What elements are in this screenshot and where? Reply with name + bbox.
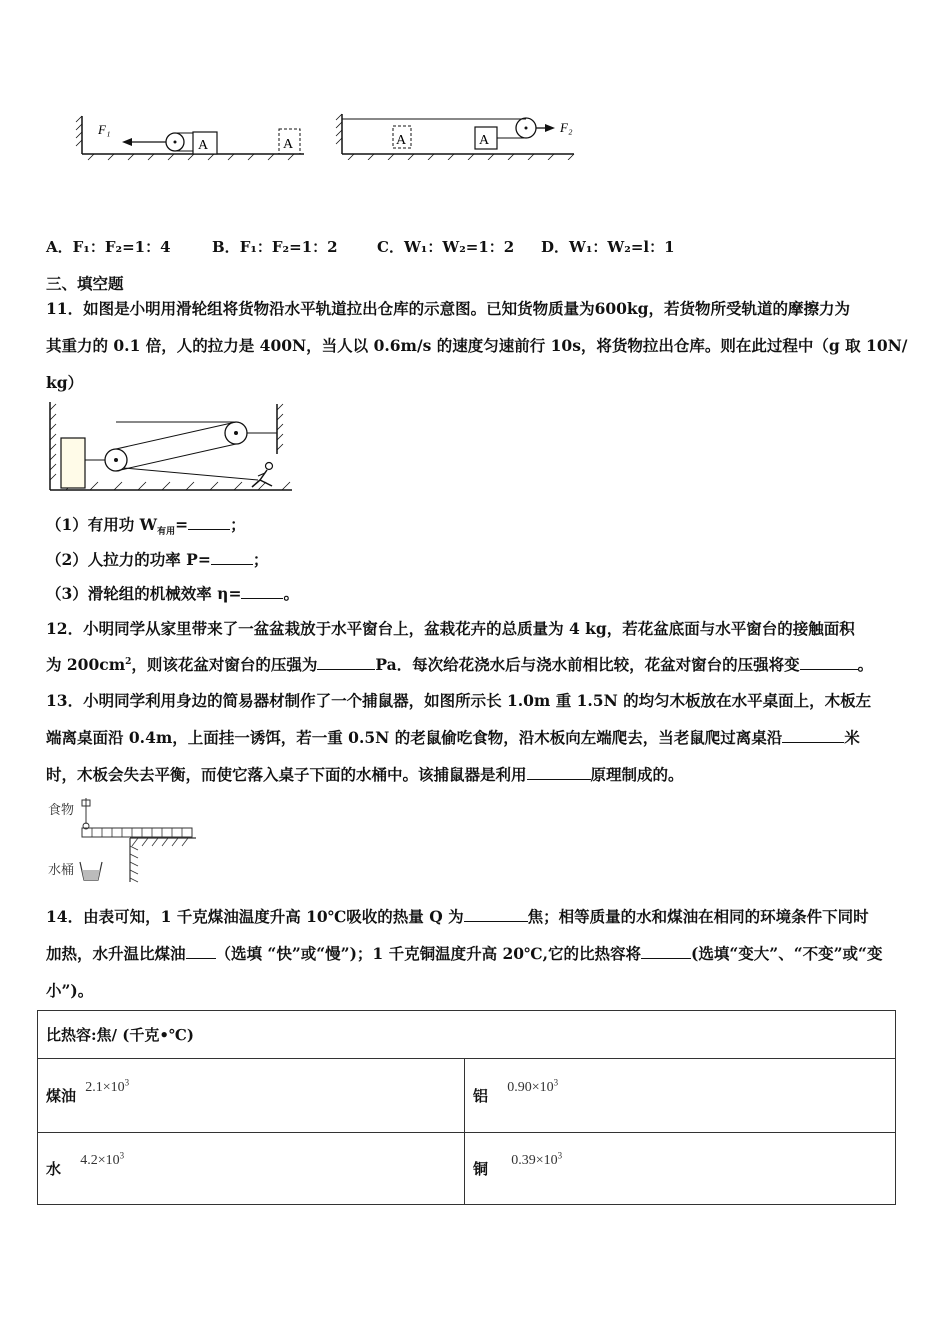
answer-blank[interactable] bbox=[464, 907, 528, 922]
q13-line1: 13．小明同学利用身边的简易器材制作了一个捕鼠器，如图所示长 1.0m 重 1.5N 的均匀木板放在水平桌面上，木板左 bbox=[46, 691, 872, 710]
figure-q10-right bbox=[334, 110, 584, 160]
answer-blank[interactable] bbox=[241, 584, 283, 599]
answer-blank[interactable] bbox=[188, 515, 230, 530]
block-a-label: A bbox=[198, 138, 209, 153]
block-a-dashed-label: A bbox=[283, 137, 294, 152]
option-d: D．W₁：W₂=l：1 bbox=[541, 238, 675, 256]
q12-line2: 为 $200cm^2$，则该花盆对窗台的压强为 Pa．每次给花浇水后与浇水前相比较，花盆对窗台的压强将变 。 bbox=[46, 655, 874, 674]
table-header: 比热容:焦/ (千克•℃) bbox=[38, 1011, 896, 1059]
table-cell: 水 $4.2\times 10^3$ bbox=[38, 1133, 465, 1205]
bucket-label: 水桶 bbox=[48, 863, 75, 878]
f1-label: F₁ bbox=[98, 122, 111, 137]
q14-line3: 小”)。 bbox=[46, 981, 94, 1000]
answer-blank[interactable] bbox=[211, 550, 253, 565]
figure-q11-pulley bbox=[46, 396, 298, 496]
section-title: 三、填空题 bbox=[46, 274, 124, 293]
answer-blank[interactable] bbox=[800, 655, 858, 670]
q14-line1: 14．由表可知，1 千克煤油温度升高 10℃吸收的热量 Q 为 焦；相等质量的水和煤油在相同的环境条件下同时 bbox=[46, 907, 869, 926]
f2-label: F₂ bbox=[560, 120, 573, 135]
table-cell: 铜 $0.39\times 10^3$ bbox=[465, 1133, 896, 1205]
table-row bbox=[38, 1059, 896, 1133]
figure-q13-trap bbox=[46, 790, 204, 884]
food-label: 食物 bbox=[48, 803, 75, 818]
table-cell: 煤油 $2.1\times 10^3$ bbox=[38, 1059, 465, 1133]
q11-sub1: （1）有用功 $W_{有用}=$ ； bbox=[46, 515, 246, 538]
block-a-label-right: A bbox=[479, 133, 490, 148]
q12-line1: 12．小明同学从家里带来了一盆盆栽放于水平窗台上，盆栽花卉的总质量为 4 kg，若花盆底面与水平窗台的接触面积 bbox=[46, 619, 855, 638]
option-b: B．F₁：F₂=1：2 bbox=[212, 238, 338, 256]
q13-line3: 时，木板会失去平衡，而使它落入桌子下面的水桶中。该捕鼠器是利用 原理制成的。 bbox=[46, 765, 684, 784]
q13-line2: 端离桌面沿 0.4m，上面挂一诱饵，若一重 0.5N 的老鼠偷吃食物，沿木板向左端爬去，当老鼠爬过离桌沿 米 bbox=[46, 728, 860, 747]
block-a-dashed-label-right: A bbox=[396, 133, 407, 148]
answer-blank[interactable] bbox=[317, 655, 375, 670]
answer-blank[interactable] bbox=[641, 944, 691, 959]
specific-heat-table bbox=[37, 1010, 896, 1205]
q11-line3: kg） bbox=[46, 373, 84, 392]
q11-line1: 11．如图是小明用滑轮组将货物沿水平轨道拉出仓库的示意图。已知货物质量为600kg，若货物所受轨道的摩擦力为 bbox=[46, 299, 851, 318]
option-c: C．W₁：W₂=1：2 bbox=[377, 238, 515, 256]
table-row bbox=[38, 1133, 896, 1205]
option-a: A．F₁：F₂=1：4 bbox=[46, 238, 171, 256]
q11-line2: 其重力的 0.1 倍，人的拉力是 400N，当人以 0.6m/s 的速度匀速前行 10s，将货物拉出仓库。则在此过程中（g 取 10N/ bbox=[46, 336, 908, 355]
table-cell: 铝 $0.90\times 10^3$ bbox=[465, 1059, 896, 1133]
q11-sub3: （3）滑轮组的机械效率 η= 。 bbox=[46, 584, 299, 603]
answer-blank[interactable] bbox=[186, 944, 216, 959]
q11-sub2: （2）人拉力的功率 P= ； bbox=[46, 550, 269, 569]
answer-blank[interactable] bbox=[782, 728, 844, 743]
q14-line2: 加热，水升温比煤油 （选填 “快”或“慢”)；1 千克铜温度升高 20℃,它的比热容将 (选填“变大”、“不变”或“变 bbox=[46, 944, 883, 963]
answer-blank[interactable] bbox=[527, 765, 591, 780]
figure-q10-left bbox=[74, 112, 310, 162]
